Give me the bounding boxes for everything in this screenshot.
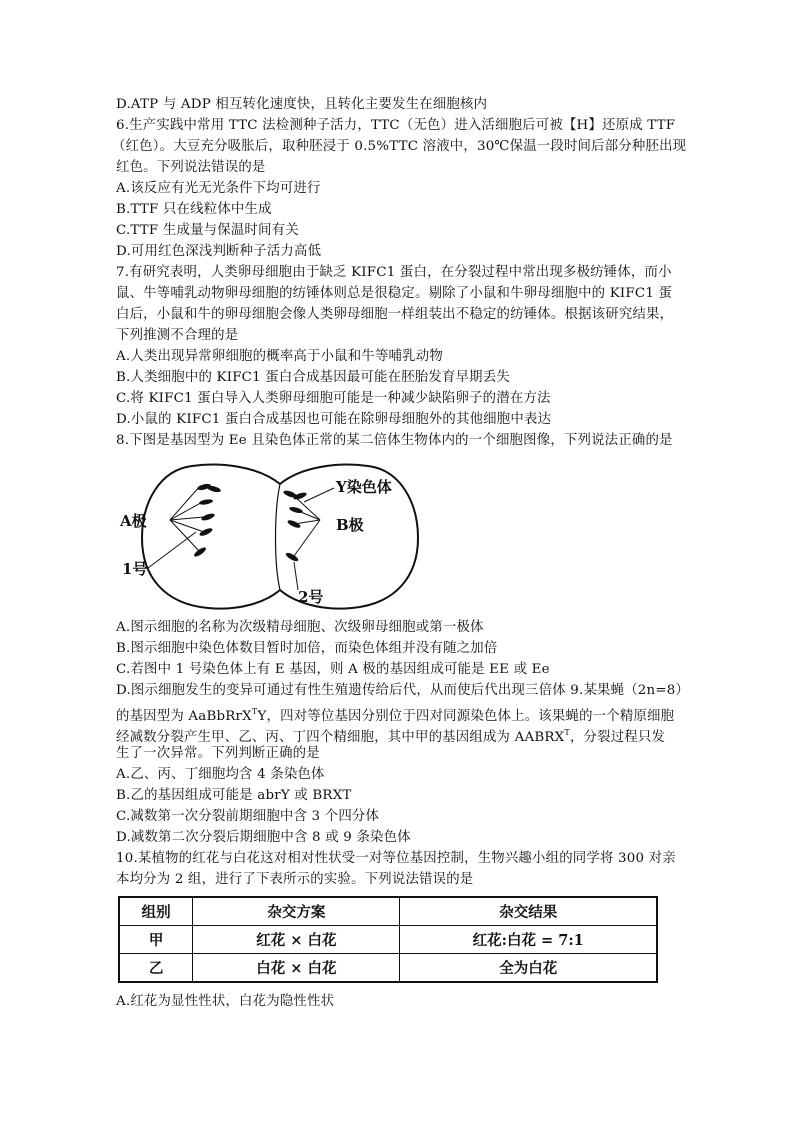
table-cell: 乙 <box>119 954 193 983</box>
chromosomes-right <box>283 489 308 563</box>
option-b: B.TTF 只在线粒体中生成 <box>116 202 272 217</box>
spindle-fibers-left <box>170 486 206 552</box>
table-cell: 全为白花 <box>400 954 657 983</box>
table-header: 组别 <box>119 897 193 926</box>
label-chromosome-2: 2号 <box>298 588 324 606</box>
option-c: C.若图中 1 号染色体上有 E 基因，则 A 极的基因组成可能是 EE 或 Ee <box>116 662 550 677</box>
cross-experiment-table <box>118 896 658 983</box>
question-6-stem: 6.生产实践中常用 TTC 法检测种子活力，TTC（无色）进入活细胞后可被【H】还原成 TTF <box>116 118 676 133</box>
question-7-stem: 7.有研究表明，人类卵母细胞由于缺乏 KIFC1 蛋白，在分裂过程中常出现多极纺锤体，而小 <box>116 265 672 280</box>
text-line: 红色。下列说法错误的是 <box>116 160 266 175</box>
cell-division-figure <box>108 462 448 614</box>
text-line: D.ATP 与 ADP 相互转化速度快，且转化主要发生在细胞核内 <box>116 97 488 112</box>
label-b-pole: B极 <box>336 516 364 534</box>
question-9-line-1: 的基因型为 AaBbRrX$^T$Y，四对等位基因分别位于四对同源染色体上。该果蝇的一个精原细胞 <box>116 707 675 724</box>
question-9-line-2: 经减数分裂产生甲、乙、丙、丁四个精细胞，其中甲的基因组成为 $AABRX^T$，分裂过程只发 <box>116 728 666 745</box>
question-8-stem: 8.下图是基因型为 Ee 且染色体正常的某二倍体生物体内的一个细胞图像，下列说法正确的是 <box>116 433 673 448</box>
table-cell: 红花:白花 = 7:1 <box>400 926 657 954</box>
option-b: B.乙的基因组成可能是 abrY 或 BRXT <box>116 788 352 803</box>
text-line: （红色）。大豆充分吸胀后，取种胚浸于 0.5%TTC 溶液中，30℃保温一段时间后部分种胚出现 <box>112 139 687 154</box>
text-line: 本均分为 2 组，进行了下表所示的实验。下列说法错误的是 <box>116 872 474 887</box>
table-header: 杂交结果 <box>400 897 657 926</box>
text-line: 生了一次异常。下列判断正确的是 <box>116 746 320 761</box>
text-line: 鼠、牛等哺乳动物卵母细胞的纺锤体则总是很稳定。剔除了小鼠和牛卵母细胞中的 KIFC1 蛋 <box>116 286 673 301</box>
table-cell: 红花 × 白花 <box>193 926 400 954</box>
table-header: 杂交方案 <box>193 897 400 926</box>
option-d: D.减数第二次分裂后期细胞中含 8 或 9 条染色体 <box>116 830 411 845</box>
table-header-row <box>119 897 657 926</box>
option-a: A.乙、丙、丁细胞均含 4 条染色体 <box>116 767 325 782</box>
option-a: A.图示细胞的名称为次级精母细胞、次级卵母细胞或第一极体 <box>116 620 484 635</box>
option-a: A.红花为显性性状，白花为隐性性状 <box>116 994 335 1009</box>
label-chromosome-1: 1号 <box>122 560 148 578</box>
option-a: A.人类出现异常卵细胞的概率高于小鼠和牛等哺乳动物 <box>116 349 443 364</box>
label-y-chromosome: Y染色体 <box>336 478 392 496</box>
table-row <box>119 926 657 954</box>
option-d: D.可用红色深浅判断种子活力高低 <box>116 244 322 259</box>
table-cell: 甲 <box>119 926 193 954</box>
table-cell: 白花 × 白花 <box>193 954 400 983</box>
table-row <box>119 954 657 983</box>
chromosomes-left <box>193 483 222 558</box>
text-line: 下列推测不合理的是 <box>116 328 239 343</box>
option-a: A.该反应有光无光条件下均可进行 <box>116 181 321 196</box>
option-d-and-question-9: D.图示细胞发生的变异可通过有性生殖遗传给后代，从而使后代出现三倍体 9.某果蝇（2n=8） <box>116 683 690 698</box>
option-c: C.TTF 生成量与保温时间有关 <box>116 223 299 238</box>
option-c: C.减数第一次分裂前期细胞中含 3 个四分体 <box>116 809 380 824</box>
option-c: C.将 KIFC1 蛋白导入人类卵母细胞可能是一种减少缺陷卵子的潜在方法 <box>116 391 551 406</box>
option-b: B.人类细胞中的 KIFC1 蛋白合成基因最可能在胚胎发育早期丢失 <box>116 370 510 385</box>
label-a-pole: A极 <box>120 512 147 530</box>
text-line: 白后，小鼠和牛的卵母细胞会像人类卵母细胞一样组装出不稳定的纺锤体。根据该研究结果， <box>116 307 674 322</box>
question-10-stem: 10.某植物的红花与白花这对相对性状受一对等位基因控制，生物兴趣小组的同学将 300 对亲 <box>116 851 676 866</box>
option-b: B.图示细胞中染色体数目暂时加倍，而染色体组并没有随之加倍 <box>116 641 498 656</box>
option-d: D.小鼠的 KIFC1 蛋白合成基因也可能在除卵母细胞外的其他细胞中表达 <box>116 412 552 427</box>
